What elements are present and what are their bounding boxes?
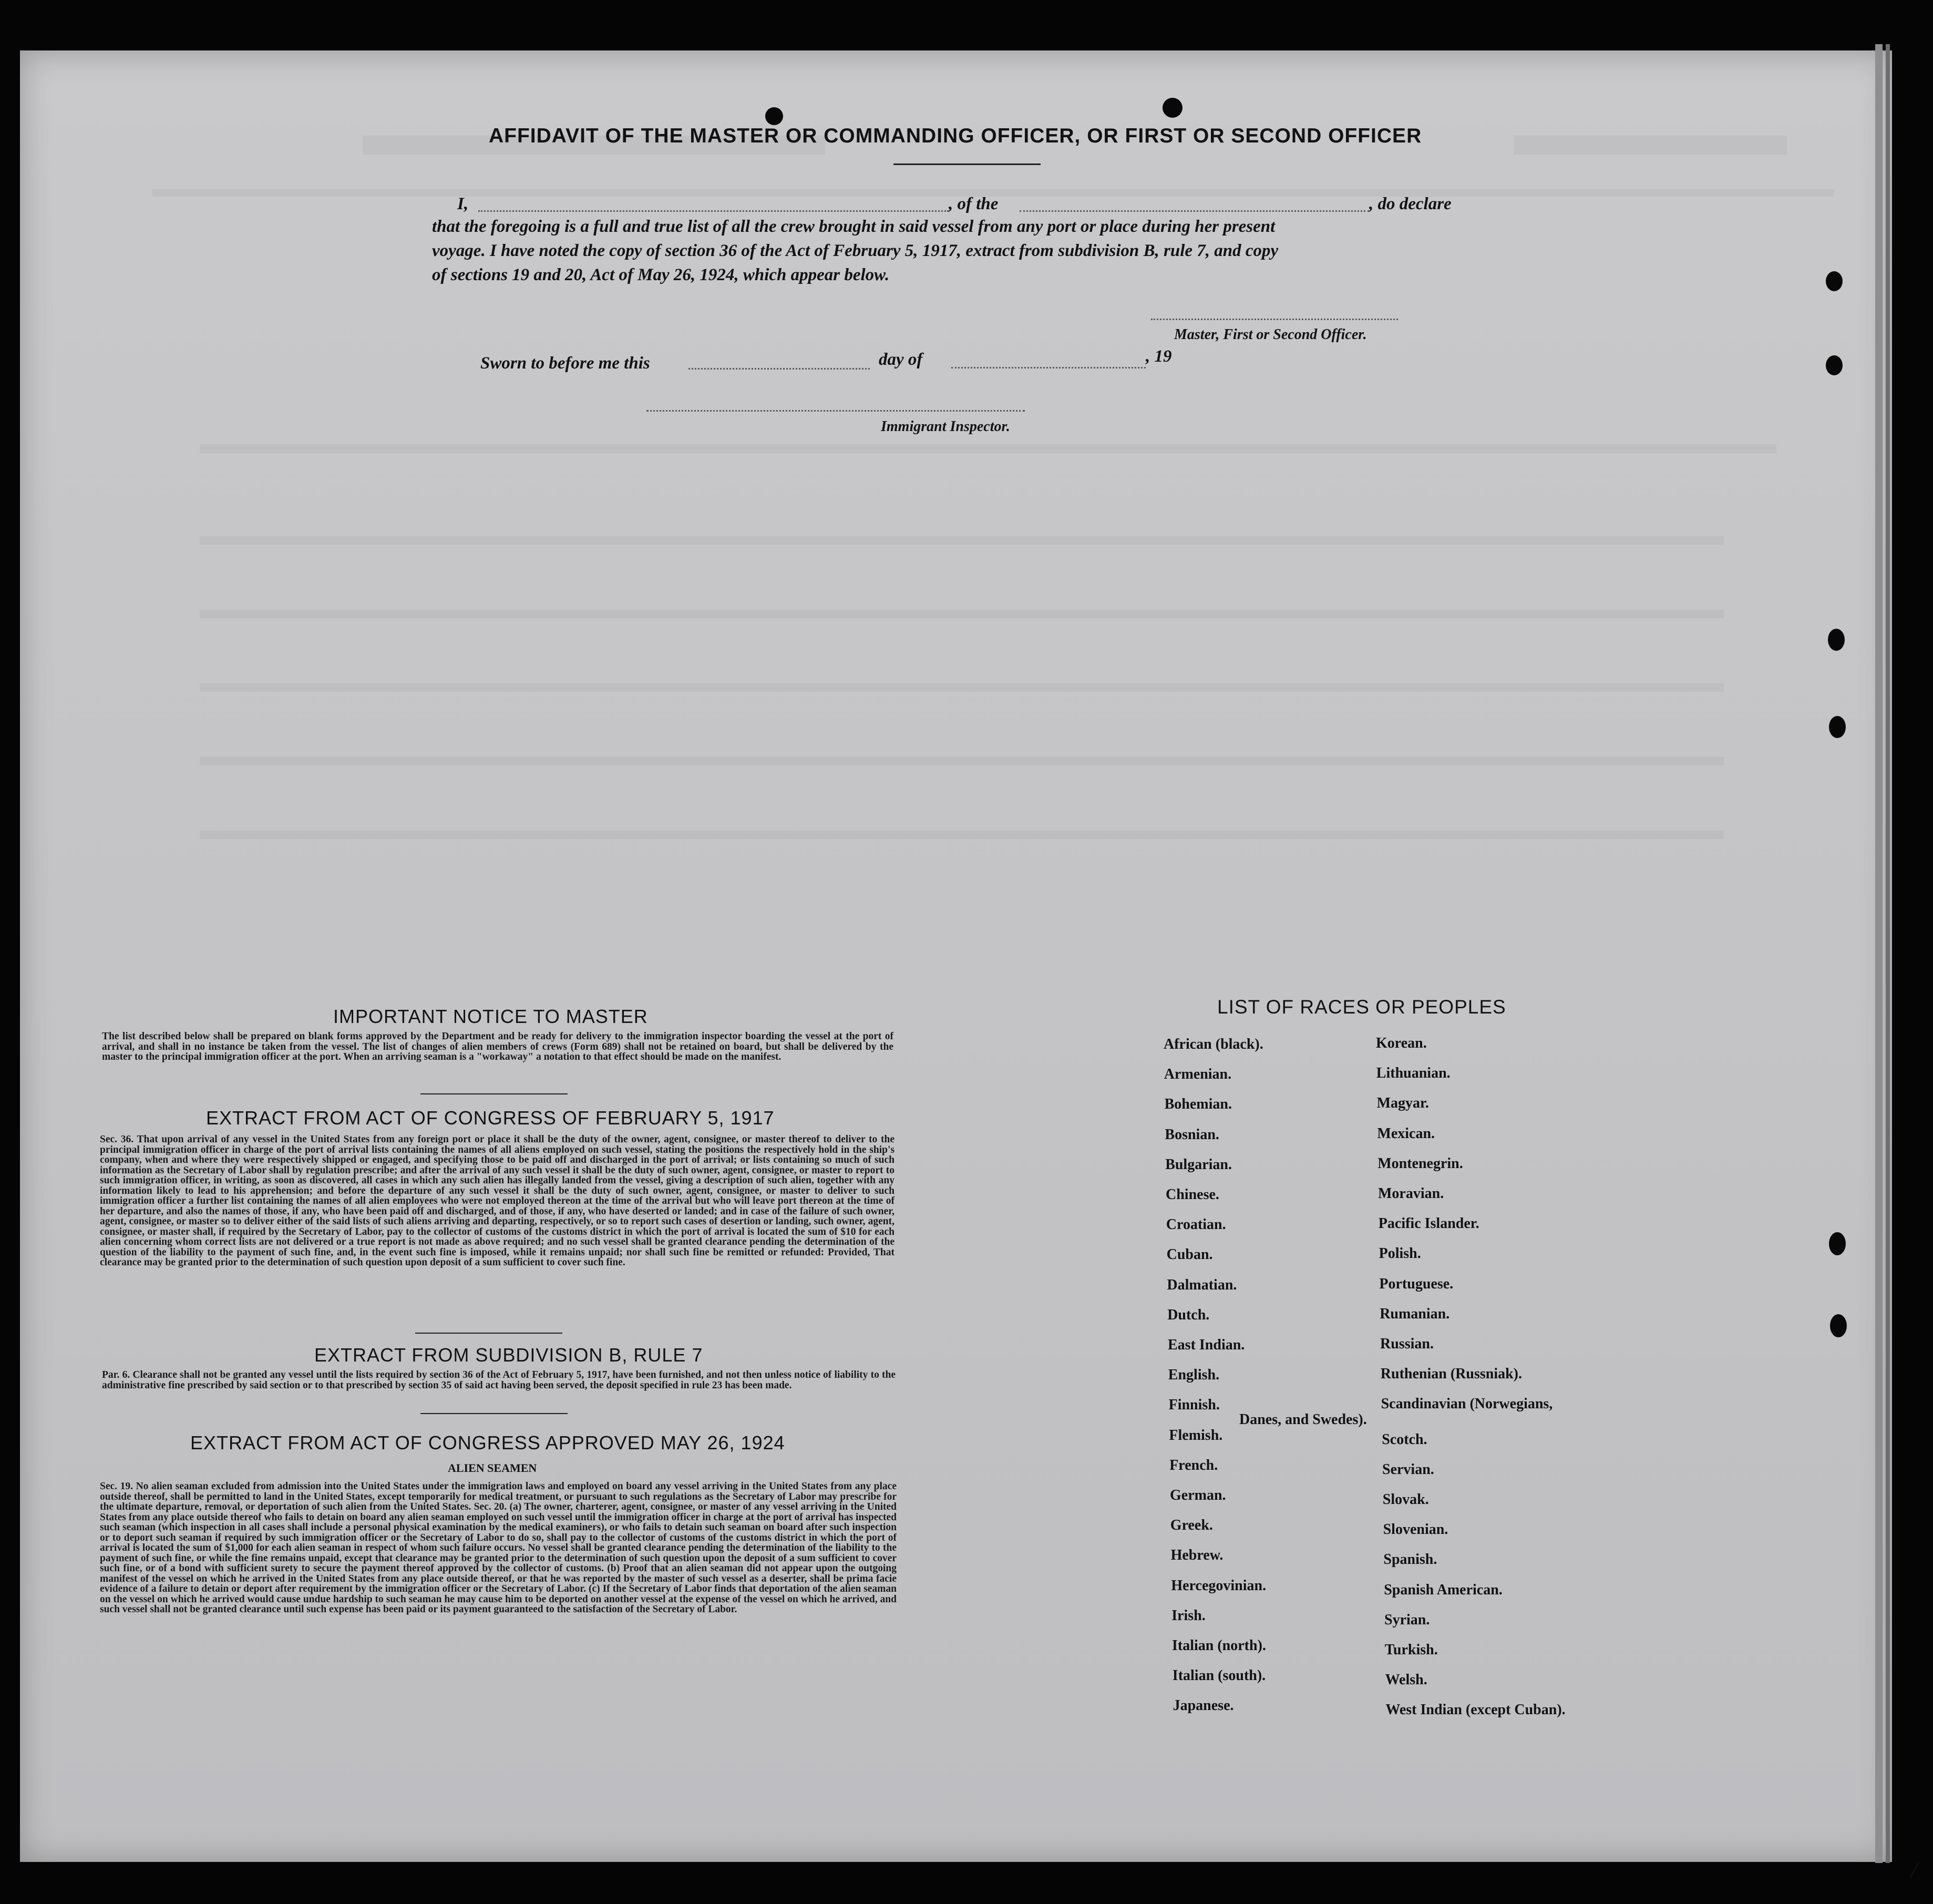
title-underline [893,163,1041,165]
extract-1924-title: EXTRACT FROM ACT OF CONGRESS APPROVED MAY 26, 1924 [190,1432,785,1453]
race-item: Slovenian. [1383,1521,1448,1538]
sworn-label: Sworn to before me this [480,354,650,373]
binder-hole [1829,716,1846,738]
binder-hole [1829,1232,1846,1255]
inspector-signature-blank[interactable] [646,410,1025,412]
race-item: Japanese. [1173,1697,1234,1714]
race-item: English. [1168,1367,1220,1384]
binder-hole [1163,98,1183,118]
race-item: Syrian. [1384,1611,1430,1628]
year-label: , 19 [1146,347,1172,366]
race-item: Scandinavian (Norwegians, [1381,1396,1553,1412]
extract-1924-text: Sec. 19. No alien seaman excluded from admission into the United States under the immigration laws and employed on board any vessel arriving in the United States from any place outside thereof, shall be permitted to land in the United States, except temporarily for medical treatment, or pursuant to such regulations as the Secretary of Labor may prescribe for the ultimate departure, removal, or deportation of such alien from the United States. Sec. 20. (a) The owner, charterer, agent, consignee, or master of any vessel arriving in the United States from any place outside thereof who fails to detain on board any alien seaman employed on such vessel until the immigration officer in charge at the port of arrival has inspected such seaman (which inspection in all cases shall include a personal physical examination by the medical examiners), or who fails to detain such seaman on board after such inspection or to deport such seaman if required by such immigration officer or the Secretary of Labor to do so, shall pay to the collector of customs of the customs district in which the port of arrival is located the sum of $1,000 for each alien seaman in respect of whom such failure occurs. No vessel shall be granted clearance pending the determination of the liability to the payment of such fine, or while the fine remains unpaid, except that clearance may be granted prior to the determination of such question upon the deposit of a sum sufficient to cover such fine, or of a bond with sufficient surety to secure the payment thereof approved by the collector of customs. (b) Proof that an alien seaman did not appear upon the outgoing manifest of the vessel on which he arrived in the United States from any place outside thereof, or that he was reported by the master of such vessel as a deserter, shall be prima facie evidence of a failure to detain or deport after requirement by the immigration officer or the Secretary of Labor. (c) If the Secretary of Labor finds that deportation of the alien seaman on the vessel on which he arrived would cause undue hardship to such seaman he may cause him to be deported on another vessel at the expense of the vessel on which he arrived, and such vessel shall not be granted clearance until such expense has been paid or its payment guaranteed to the satisfaction of the Secretary of Labor. [100,1481,897,1615]
binder-hole [1828,629,1845,651]
race-item: Hebrew. [1170,1547,1223,1564]
rule7-text: Par. 6. Clearance shall not be granted any vessel until the lists required by section 36 of the Act of February 5, 1917, have been furnished, and not then unless notice of liability to the administrative fine prescribed by said section or to that prescribed by section 35 of said act having been served, the deposit specified in rule 23 has been made. [102,1369,896,1391]
race-item: Danes, and Swedes). [1239,1411,1367,1428]
race-item: Armenian. [1164,1066,1232,1083]
race-item: Rumanian. [1380,1305,1450,1322]
vessel-blank[interactable] [1020,210,1369,212]
race-item: Flemish. [1169,1427,1223,1444]
race-item: Servian. [1382,1461,1434,1478]
notice-title: IMPORTANT NOTICE TO MASTER [333,1006,648,1027]
race-item: West Indian (except Cuban). [1385,1702,1566,1718]
handwritten-mark: / [1908,1856,1920,1885]
race-item: Pacific Islander. [1378,1215,1479,1232]
race-item: Irish. [1171,1607,1206,1624]
race-item: Bohemian. [1164,1096,1232,1113]
races-title: LIST OF RACES OR PEOPLES [1217,996,1506,1018]
race-item: Bosnian. [1165,1126,1219,1143]
affidavit-title: AFFIDAVIT OF THE MASTER OR COMMANDING OFFICER, OR FIRST OR SECOND OFFICER [489,125,1422,147]
master-signature-blank[interactable] [1151,319,1398,320]
race-item: Bulgarian. [1165,1156,1232,1173]
alien-seamen-subtitle: ALIEN SEAMEN [448,1461,537,1475]
section-divider [415,1333,562,1334]
section-divider [420,1413,568,1414]
race-item: Polish. [1379,1245,1421,1262]
affidavit-line-3: voyage. I have noted the copy of section 36 of the Act of February 5, 1917, extract from subdivision B, rule 7, and copy [432,241,1279,260]
page-edge [1886,44,1890,1863]
race-item: Russian. [1380,1336,1434,1352]
day-blank[interactable] [688,368,870,370]
race-item: Finnish. [1168,1397,1220,1414]
race-item: Spanish. [1383,1551,1437,1568]
race-item: Mexican. [1377,1125,1435,1142]
race-item: Slovak. [1382,1491,1429,1508]
binder-hole [1826,271,1843,291]
race-item: African (black). [1164,1036,1263,1052]
race-item: Croatian. [1166,1216,1226,1233]
race-item: Italian (north). [1172,1637,1266,1654]
race-item: Scotch. [1382,1431,1427,1448]
race-item: French. [1169,1457,1218,1473]
race-item: German. [1170,1487,1226,1503]
race-item: Korean. [1376,1035,1427,1051]
master-caption: Master, First or Second Officer. [1174,326,1367,343]
race-item: Moravian. [1378,1185,1444,1202]
race-item: Cuban. [1166,1246,1213,1263]
race-item: Italian (south). [1172,1667,1266,1684]
day-of-label: day of [879,350,923,369]
race-item: Dalmatian. [1167,1276,1237,1293]
race-item: Chinese. [1166,1186,1219,1203]
binder-hole [1830,1314,1847,1337]
affidavit-declare-label: , do declare [1369,195,1452,213]
race-item: East Indian. [1168,1337,1245,1353]
rule7-title: EXTRACT FROM SUBDIVISION B, RULE 7 [314,1344,703,1366]
race-item: Spanish American. [1384,1581,1503,1598]
race-item: Welsh. [1385,1672,1427,1688]
race-item: Turkish. [1384,1642,1438,1658]
extract-1917-text: Sec. 36. That upon arrival of any vessel in the United States from any foreign port or place it shall be the duty of the owner, agent, consignee, or master thereof to deliver to the principal immigration officer in charge of the port of arrival lists containing the names of all aliens employed on such vessel, stating the positions the respectively hold in the ship's company, when and where they were respectively shipped or engaged, and specifying those to be paid off and discharged in the port of arrival; or lists containing so much of such information as the Secretary of Labor shall by regulation prescribe; and after the arrival of any such vessel it shall be the duty of such owner, agent, consignee, or master to report to such immigration officer, in writing, as soon as discovered, all cases in which any such alien has illegally landed from the vessel, giving a description of such alien, together with any information likely to lead to his apprehension; and before the departure of any such vessel it shall be the duty of such owner, agent, consignee, or master to deliver to such immigration officer a further list containing the names of all alien employees who were not employed thereon at the time of the arrival but who will leave port thereon at the time of her departure, and also the names of those, if any, who have been paid off and discharged, and of those, if any, who have deserted or landed; and in case of the failure of such owner, agent, consignee, or master so to deliver either of the said lists of such aliens arriving and departing, respectively, or so to report such cases of desertion or landing, such owner, agent, consignee, or master shall, if required by the Secretary of Labor, pay to the collector of customs of the customs district in which the port of arrival is located the sum of $10 for each alien concerning whom correct lists are not delivered or a true report is not made as above required; and no such vessel shall be granted clearance pending the determination of the question of the liability to the payment of such fine, and, in the event such fine is imposed, while it remains unpaid; nor shall such fine be remitted or refunded: Provided, That clearance may be granted prior to the determination of such question upon deposit of a sum sufficient to cover such fine. [100,1134,894,1268]
inspector-caption: Immigrant Inspector. [881,418,1010,435]
race-item: Greek. [1170,1517,1213,1534]
race-item: Lithuanian. [1376,1065,1451,1082]
binder-hole [765,107,783,125]
race-item: Portuguese. [1379,1275,1454,1292]
notice-text: The list described below shall be prepared on blank forms approved by the Department and be ready for delivery to the immigration inspector boarding the vessel at the port of arrival, and shall in no instance be taken from the vessel. The list of changes of alien members of crews (Form 689) shall not be retained on board, but shall be delivered by the master to the principal immigration officer at the port. When an arriving seaman is a "workaway" a notation to that effect should be made on the manifest. [102,1031,893,1062]
race-item: Ruthenian (Russniak). [1380,1366,1522,1383]
race-item: Hercegovinian. [1171,1577,1267,1594]
extract-1917-title: EXTRACT FROM ACT OF CONGRESS OF FEBRUARY 5, 1917 [206,1107,775,1129]
race-item: Dutch. [1167,1306,1210,1323]
name-blank[interactable] [478,210,949,212]
affidavit-line-4: of sections 19 and 20, Act of May 26, 1924, which appear below. [432,265,890,284]
page-edge [1875,44,1883,1863]
affidavit-i-label: I, [457,195,469,213]
race-item: Magyar. [1376,1095,1429,1112]
affidavit-of-the-label: , of the [949,195,999,213]
affidavit-line-2: that the foregoing is a full and true list of all the crew brought in said vessel from any port or place during her present [432,217,1276,236]
binder-hole [1826,355,1843,375]
month-blank[interactable] [951,367,1146,368]
section-divider [420,1093,568,1094]
race-item: Montenegrin. [1377,1155,1463,1172]
